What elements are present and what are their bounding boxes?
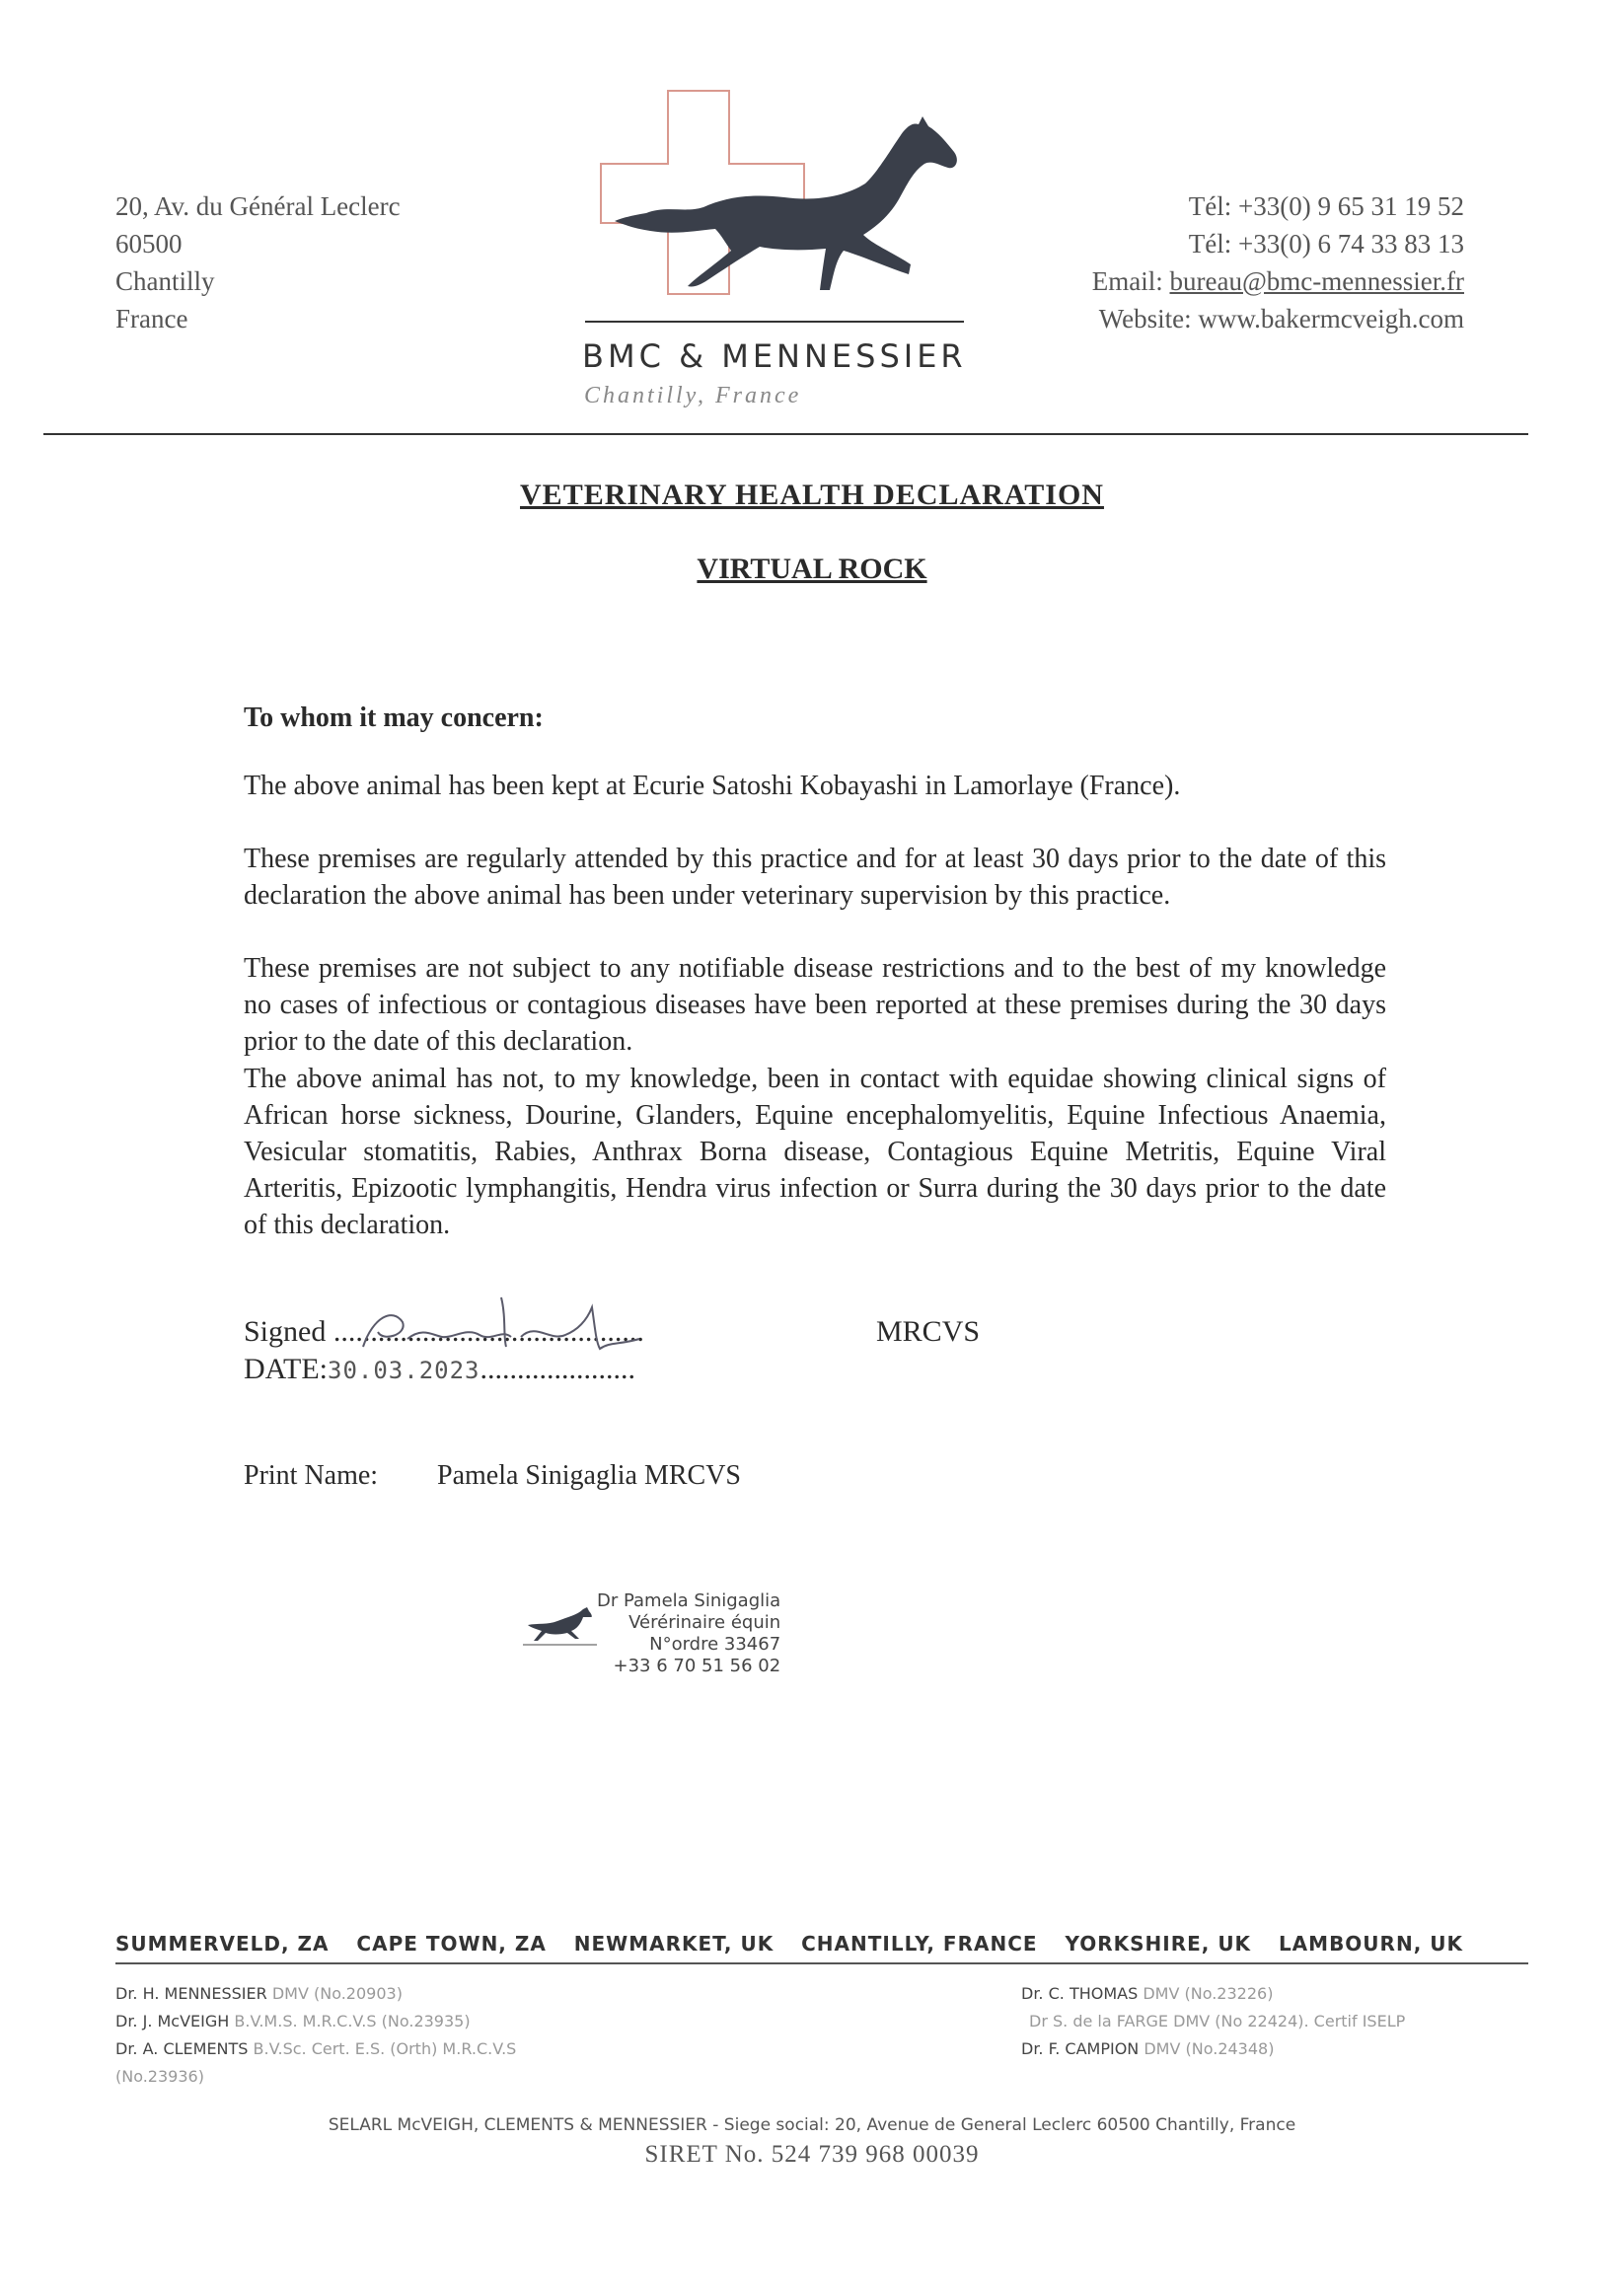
salutation: To whom it may concern: — [244, 702, 544, 733]
paragraph: The above animal has been kept at Ecurie Satoshi Kobayashi in Lamorlaye (France). — [244, 771, 1181, 801]
practice-logo — [577, 87, 972, 333]
doctor-name: Dr. A. CLEMENTS — [115, 2039, 249, 2058]
office-locations — [115, 1932, 1463, 1956]
doctor-entry — [1021, 1980, 1405, 2008]
email-link[interactable]: bureau@bmc-mennessier.fr — [1169, 266, 1464, 296]
email-line — [1092, 262, 1464, 300]
horse-icon — [615, 116, 957, 290]
practice-contact — [1092, 187, 1464, 337]
red-cross-icon — [601, 91, 804, 294]
brand-name: BMC & MENNESSIER — [582, 337, 967, 375]
office-location: SUMMERVELD, ZA — [115, 1932, 330, 1956]
address-line: 60500 — [115, 229, 183, 258]
doctor-qualification: DMV (No.24348) — [1144, 2039, 1275, 2058]
print-name-label: Print Name: — [244, 1460, 379, 1491]
address-line: Chantilly — [115, 266, 215, 296]
doctor-entry — [115, 2063, 516, 2091]
vet-stamp — [597, 1590, 780, 1677]
paragraph: The above animal has not, to my knowledge, been in contact with equidae showing clinical signs of African horse sickness, Dourine, Glanders, Equine encephalomyelitis, Equine Infectious Anaemia, Vesicular stomatitis, Rabies, Anthrax Borna disease, Contagious Equine Metritis, Equine Viral Arteritis, Epizootic lymphangitis, Hendra virus infection or Surra during the 30 days prior to the date of this declaration. — [244, 1064, 1386, 1240]
stamp-logo — [518, 1603, 602, 1662]
signature-suffix: MRCVS — [876, 1315, 981, 1348]
doctor-name: Dr. H. MENNESSIER — [115, 1984, 267, 2003]
practice-address — [115, 187, 401, 337]
company-info: SELARL McVEIGH, CLEMENTS & MENNESSIER - Siege social: 20, Avenue de General Leclerc 60500 Chantilly, France — [328, 2115, 1296, 2135]
stamp-line: Vérérinaire équin — [628, 1612, 781, 1633]
stamp-line: N°ordre 33467 — [649, 1634, 781, 1655]
doctor-qualification: B.V.Sc. Cert. E.S. (Orth) M.R.C.V.S — [253, 2039, 517, 2058]
print-name: Pamela Sinigaglia MRCVS — [437, 1460, 741, 1491]
doctor-name: Dr. J. McVEIGH — [115, 2012, 230, 2031]
office-location: YORKSHIRE, UK — [1065, 1932, 1252, 1956]
doctor-qualification: DMV (No.20903) — [271, 1984, 403, 2003]
footer-divider — [115, 1962, 1528, 1964]
doctor-qualification: (No.23936) — [115, 2067, 204, 2086]
phone-line: Tél: +33(0) 6 74 33 83 13 — [1188, 229, 1464, 258]
siret-number: SIRET No. 524 739 968 00039 — [644, 2141, 980, 2168]
office-location: CAPE TOWN, ZA — [356, 1932, 547, 1956]
date-line — [244, 1353, 635, 1386]
office-location: LAMBOURN, UK — [1278, 1932, 1463, 1956]
phone-line: Tél: +33(0) 9 65 31 19 52 — [1188, 191, 1464, 221]
document-title: VETERINARY HEALTH DECLARATION — [520, 479, 1104, 511]
header-divider — [43, 433, 1528, 435]
horse-name: VIRTUAL ROCK — [697, 553, 927, 585]
brand-location: Chantilly, France — [584, 383, 802, 408]
date-dots: ..................... — [480, 1353, 635, 1385]
date-label: DATE: — [244, 1353, 328, 1385]
doctor-entry — [1021, 2008, 1405, 2035]
handwritten-signature — [353, 1288, 649, 1362]
signature-dots: .......................................... — [332, 1315, 644, 1348]
doctor-name: Dr. C. THOMAS — [1021, 1984, 1139, 2003]
website-link[interactable]: www.bakermcveigh.com — [1198, 304, 1464, 333]
stamp-line: +33 6 70 51 56 02 — [613, 1656, 781, 1676]
doctor-qualification: DMV (No.23226) — [1143, 1984, 1274, 2003]
email-label: Email: — [1091, 266, 1170, 296]
doctor-entry — [115, 2035, 516, 2063]
doctors-right — [1021, 1980, 1405, 2063]
website-line — [1092, 300, 1464, 337]
doctor-name: Dr. F. CAMPION — [1021, 2039, 1140, 2058]
doctor-qualification: B.V.M.S. M.R.C.V.S (No.23935) — [234, 2012, 471, 2031]
doctor-entry — [115, 1980, 516, 2008]
address-line: 20, Av. du Général Leclerc — [115, 191, 401, 221]
doctor-qualification: Dr S. de la FARGE DMV (No 22424). Certif ISELP — [1029, 2012, 1406, 2031]
address-line: France — [115, 304, 188, 333]
paragraph: These premises are regularly attended by this practice and for at least 30 days prior to the date of this declaration the above animal has been under veterinary supervision by this practice. — [244, 844, 1386, 911]
date-value: 30.03.2023 — [328, 1357, 480, 1384]
doctor-entry — [1021, 2035, 1405, 2063]
signed-label: Signed — [244, 1315, 327, 1348]
doctor-entry — [115, 2008, 516, 2035]
paragraph: These premises are not subject to any notifiable disease restrictions and to the best of my knowledge no cases of infectious or contagious diseases have been reported at these premises during the 30 days prior to the date of this declaration. — [244, 953, 1386, 1057]
office-location: CHANTILLY, FRANCE — [801, 1932, 1038, 1956]
doctors-left — [115, 1980, 516, 2091]
stamp-line: Dr Pamela Sinigaglia — [597, 1590, 781, 1611]
office-location: NEWMARKET, UK — [573, 1932, 775, 1956]
website-label: Website: — [1098, 304, 1199, 333]
stamp-horse-icon — [528, 1607, 592, 1641]
